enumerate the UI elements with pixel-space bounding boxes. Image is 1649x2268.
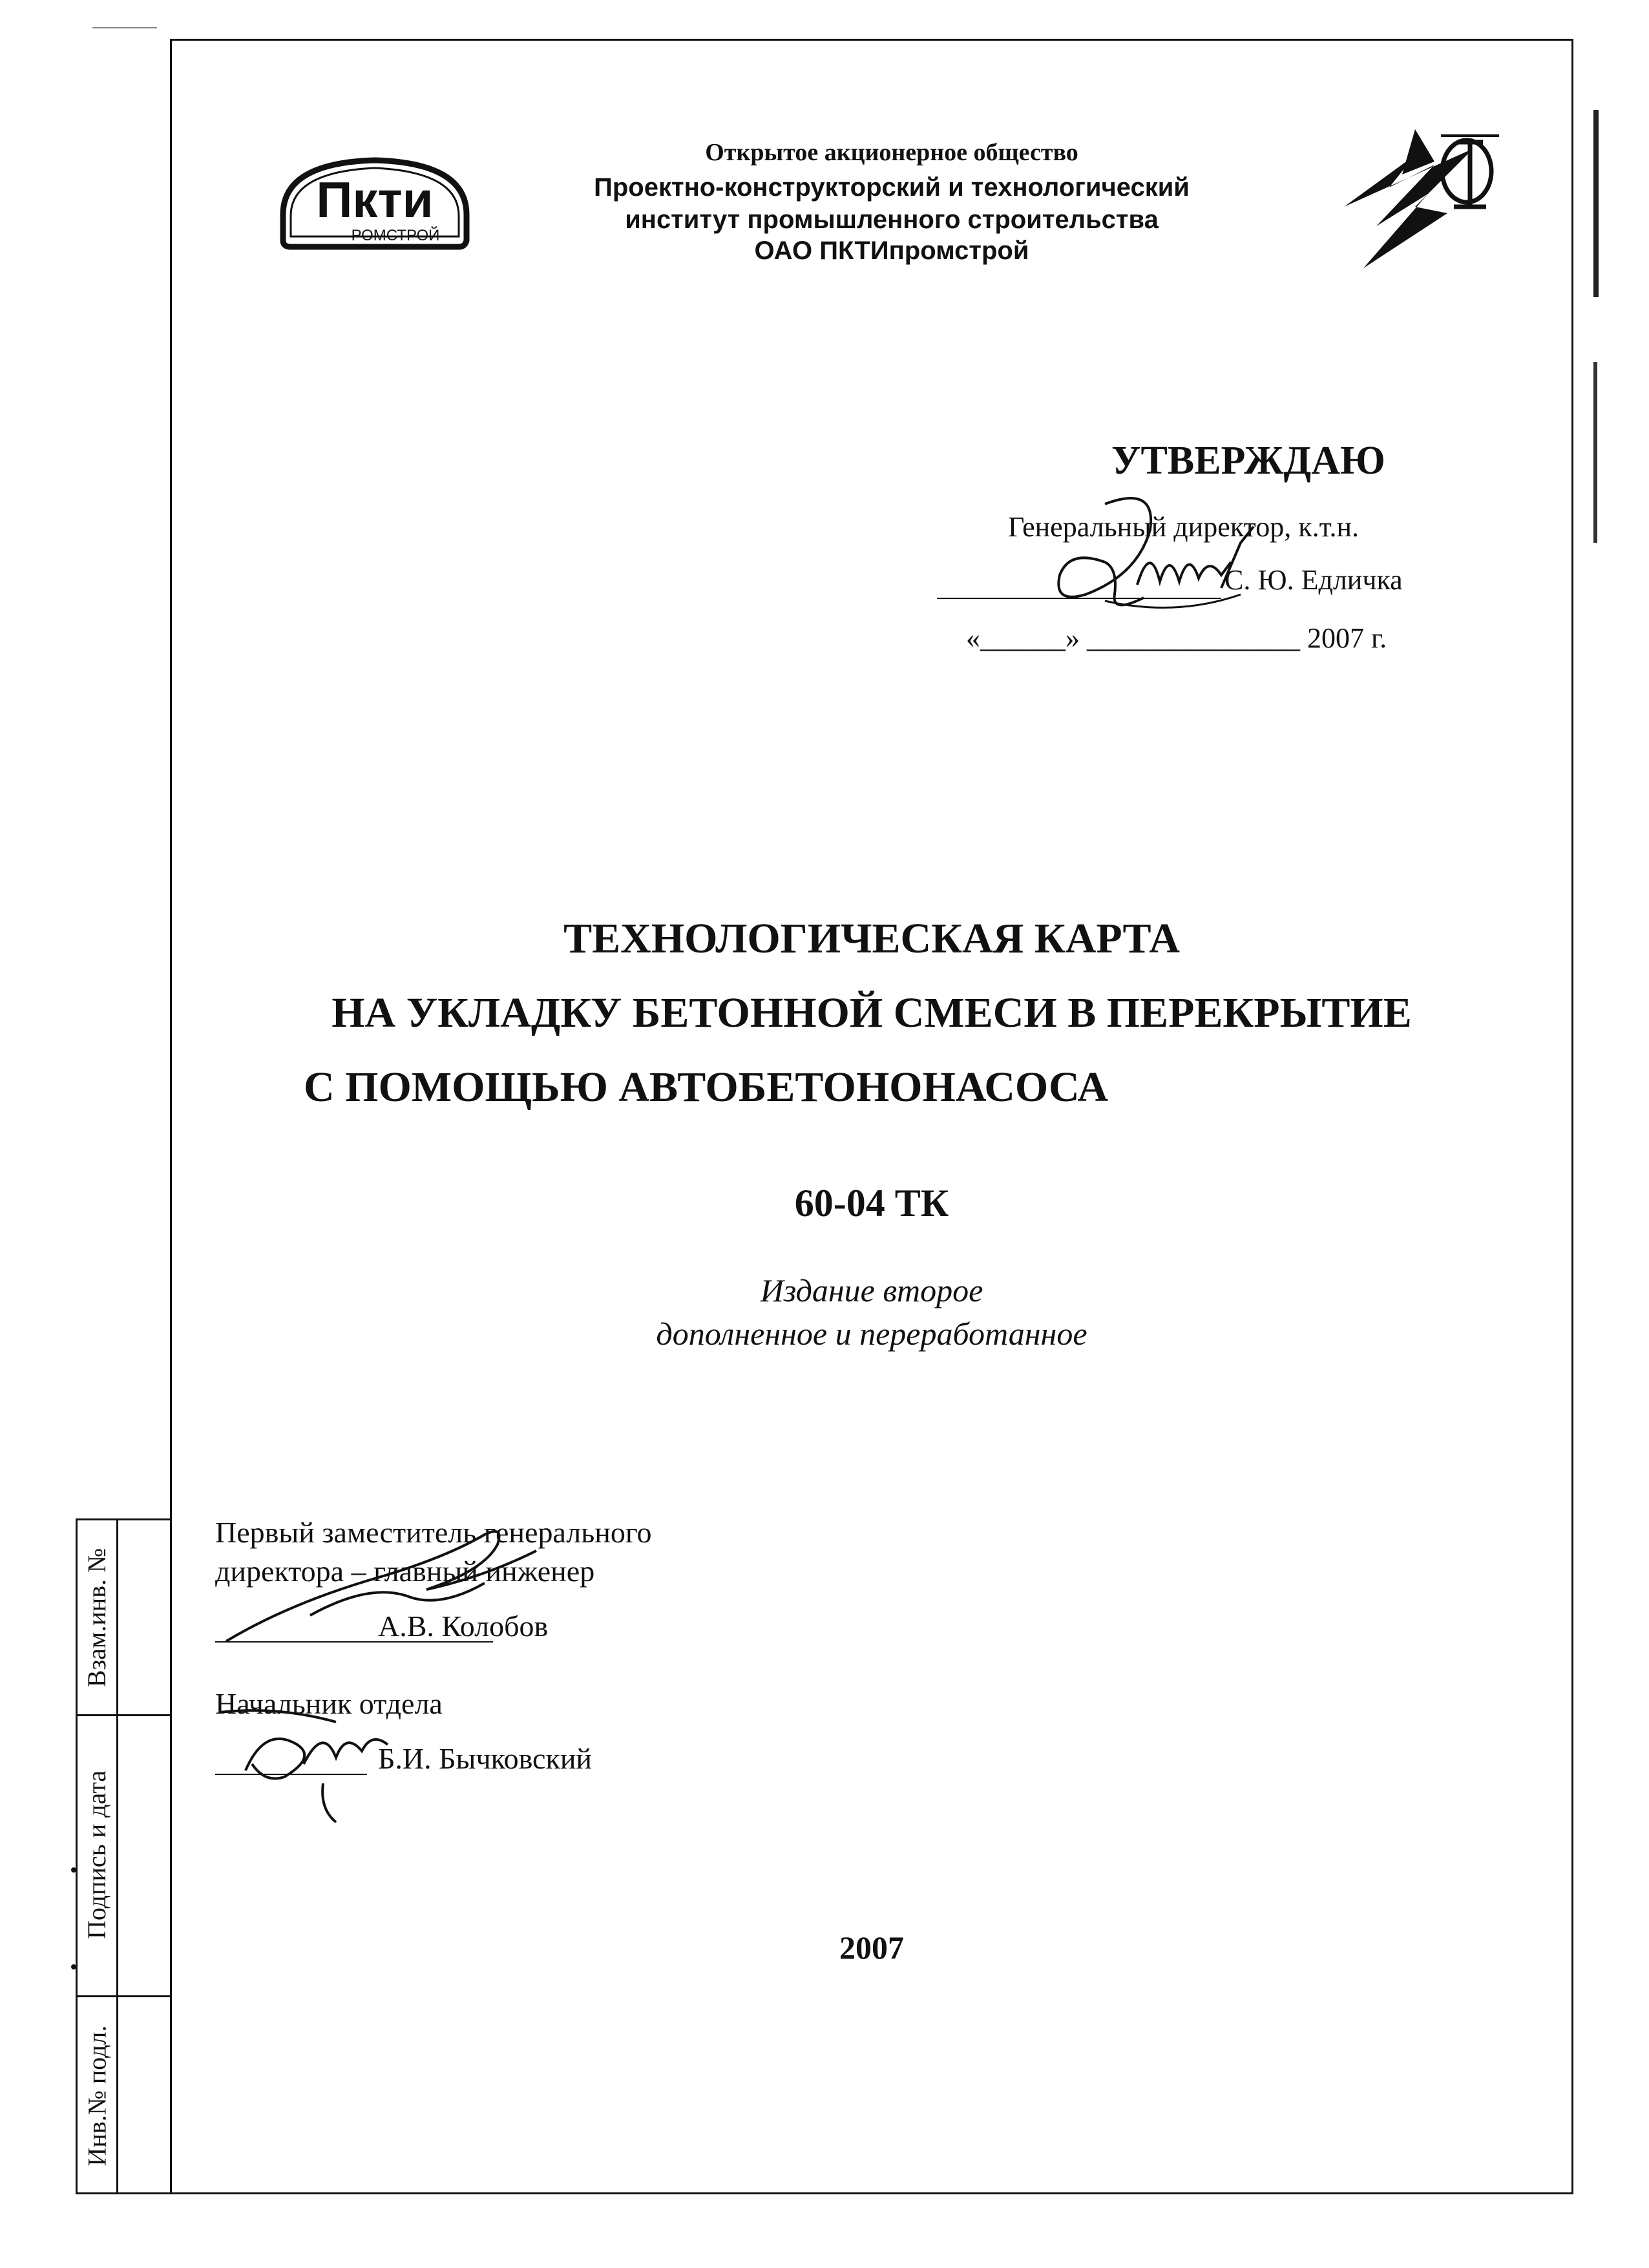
margin-cell-signature-date [78,1714,116,1995]
scan-speck [71,1964,76,1969]
document-title-line3: С ПОМОЩЬЮ АВТОБЕТОНОНАСОСА [304,1064,1109,1111]
edition-line2: дополненное и переработанное [656,1316,1087,1352]
margin-label-signature-date: Подпись и дата [82,1770,112,1940]
margin-label-inventory: Инв.№ подл. [82,2025,112,2167]
scan-speck [71,1867,76,1873]
second-signatory-name: Б.И. Бычковский [378,1742,593,1775]
document-title-line1: ТЕХНОЛОГИЧЕСКАЯ КАРТА [563,915,1180,962]
approval-date: «______» _______________ 2007 г. [966,622,1387,654]
first-signatory-role-line1: Первый заместитель генерального [215,1516,652,1549]
edition-line1: Издание второе [760,1272,983,1308]
org-short-name: ОАО ПКТИпромстрой [754,236,1029,265]
margin-stamp-column [76,1518,170,2194]
approval-name: С. Ю. Едличка [1224,564,1403,596]
scan-edge-mark [1593,362,1597,543]
margin-cell-inventory [78,1995,116,2196]
margin-cell-replacement [78,1520,116,1714]
page-frame [170,39,1573,2194]
document-title-line2: НА УКЛАДКУ БЕТОННОЙ СМЕСИ В ПЕРЕКРЫТИЕ [331,989,1412,1036]
department-head-signature [207,1686,401,1829]
logo-main-text: Пкти [316,171,434,228]
second-signatory-role: Начальник отдела [215,1687,443,1720]
emblem-logo [1338,116,1506,284]
org-type: Открытое акционерное общество [705,139,1078,166]
margin-label-replacement: Взам.инв. № [82,1548,112,1687]
org-name-line1: Проектно-конструкторский и технологический [594,173,1190,202]
publication-year: 2007 [839,1929,904,1966]
document-code: 60-04 ТК [794,1182,949,1224]
first-signatory-name: А.В. Колобов [378,1610,549,1643]
approval-role: Генеральный директор, к.т.н. [1008,511,1360,543]
director-signature [1008,465,1279,620]
org-name-line2: институт промышленного строительства [625,205,1159,234]
corner-stub-line [92,27,157,28]
logo-sub-text: РОМСТРОЙ [351,227,440,244]
chief-engineer-signature [213,1506,575,1654]
approval-title: УТВЕРЖДАЮ [1111,439,1385,483]
first-signatory-role-line2: директора – главный инженер [215,1555,595,1588]
pktipromstroy-logo [271,150,478,260]
margin-divider [116,1520,118,2192]
scan-edge-mark [1593,110,1599,297]
